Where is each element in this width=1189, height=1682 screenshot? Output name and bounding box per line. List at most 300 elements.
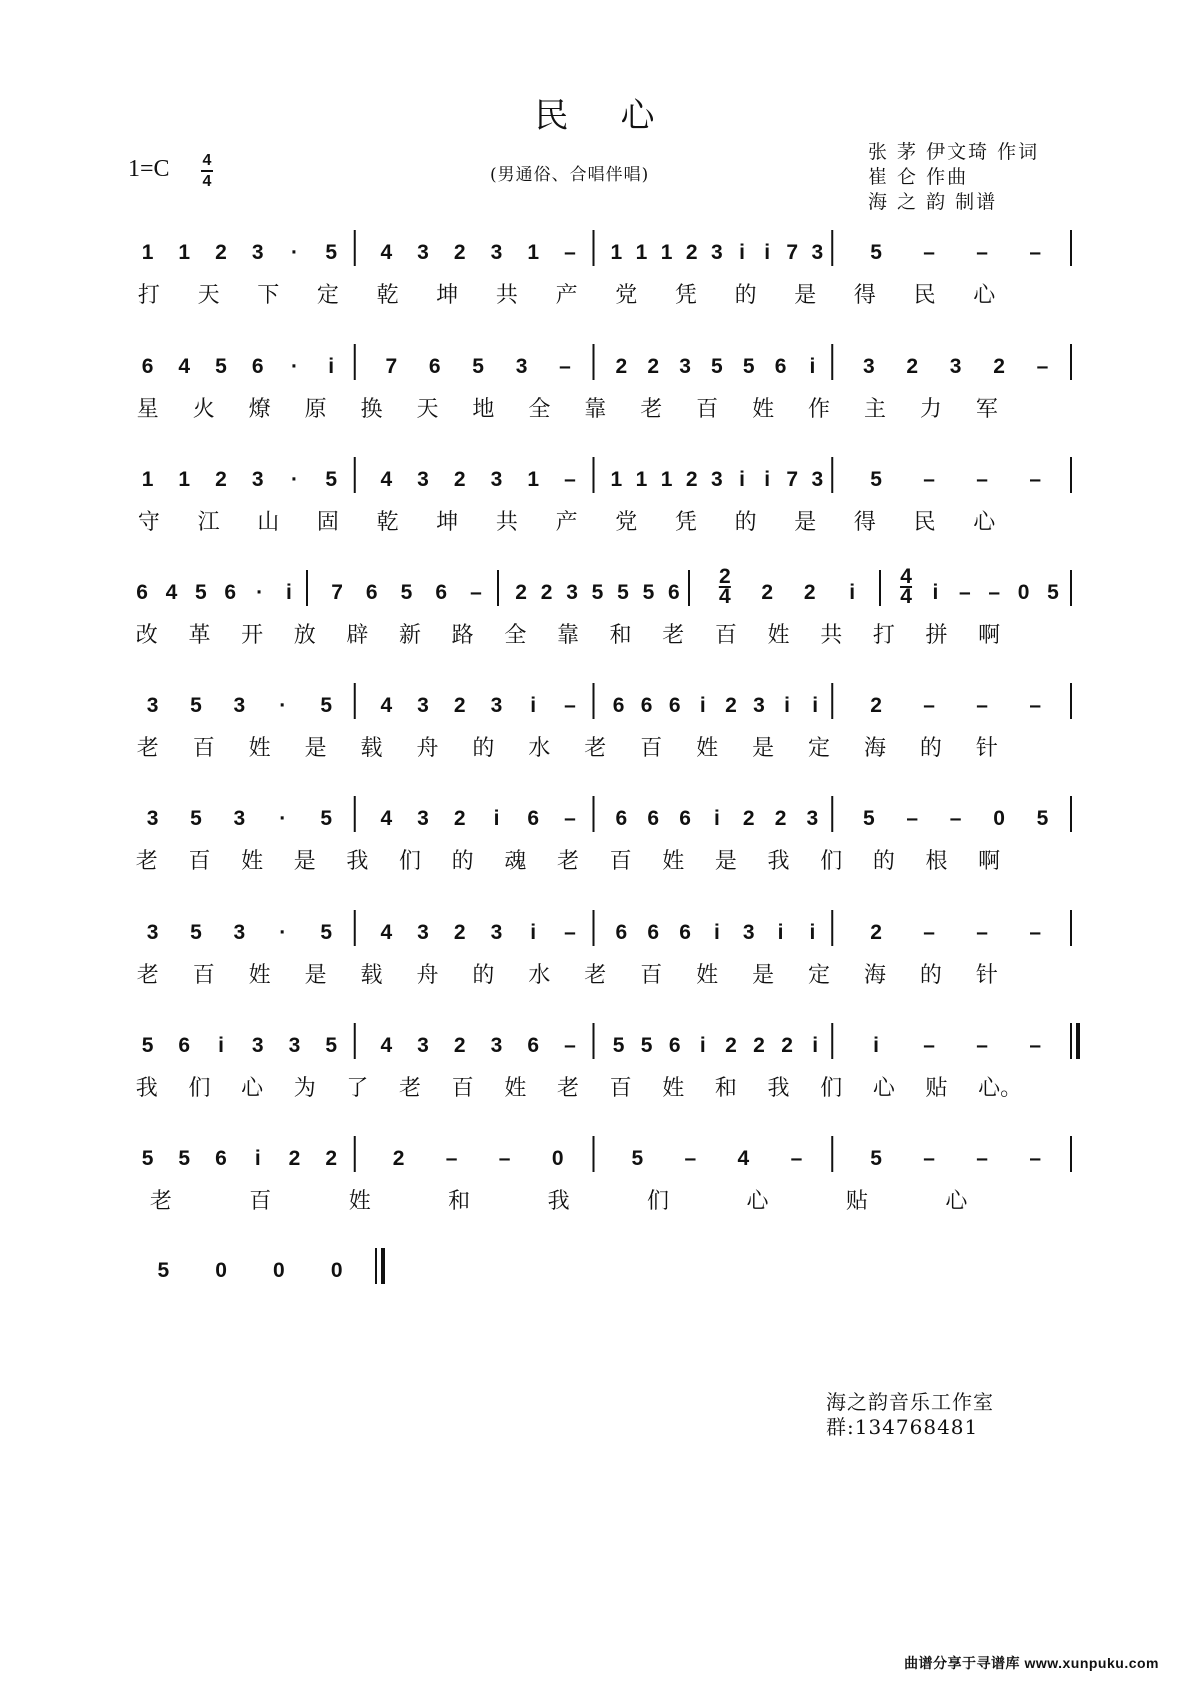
- lyric-char: 姓: [767, 623, 790, 648]
- score-note: ·: [279, 694, 287, 717]
- score-note: 7: [385, 355, 398, 378]
- inline-meter-bottom: 4: [718, 585, 731, 608]
- lyric-char: 们: [647, 1189, 670, 1214]
- lyric-char: 军: [975, 397, 998, 422]
- lyric-char: 的: [451, 849, 474, 874]
- lyric-char: 为: [293, 1076, 316, 1101]
- score-note: 2: [993, 355, 1005, 378]
- lyric-char: 改: [135, 623, 158, 648]
- score-note: 2: [453, 694, 466, 717]
- score-note: 3: [417, 807, 429, 830]
- score-note: 3: [490, 468, 503, 491]
- score-note: 6: [615, 807, 628, 830]
- score-note: i: [932, 581, 939, 604]
- lyric-char: 的: [919, 963, 942, 988]
- score-note: 5: [742, 355, 755, 378]
- score-note: 4: [178, 355, 191, 378]
- lyric-char: 载: [360, 736, 383, 761]
- lyric-char: 打: [137, 283, 160, 308]
- score-note: 0: [993, 807, 1005, 830]
- lyric-char: 载: [360, 963, 383, 988]
- score-note: 5: [141, 1147, 154, 1170]
- lyric-char: 心: [973, 510, 996, 535]
- score-note: –: [1029, 241, 1042, 264]
- score-note: ·: [279, 921, 287, 944]
- score-note: 3: [417, 241, 429, 264]
- lyric-char: 姓: [662, 1076, 685, 1101]
- score-note: 3: [566, 581, 578, 604]
- score-note: 3: [811, 241, 824, 264]
- lyric-char: 百: [714, 623, 737, 648]
- lyric-char: 百: [640, 963, 663, 988]
- lyric-char: 老: [135, 849, 158, 874]
- lyric-char: 舟: [416, 963, 439, 988]
- lyric-char: 民: [913, 283, 936, 308]
- score-note: 5: [325, 1034, 338, 1057]
- score-note: i: [328, 355, 335, 378]
- lyric-char: 乾: [376, 510, 399, 535]
- score-note: 5: [617, 581, 629, 604]
- lyric-char: 作: [808, 397, 831, 422]
- lyric-char: 山: [257, 510, 280, 535]
- score-note: 1: [527, 241, 540, 264]
- lyric-char: 百: [609, 849, 632, 874]
- page-title: 民心: [534, 96, 707, 136]
- score-note: –: [559, 355, 571, 378]
- lyric-char: 针: [975, 963, 998, 988]
- score-note: 7: [786, 468, 799, 491]
- score-note: 6: [224, 581, 237, 604]
- lyric-char: 老: [556, 849, 579, 874]
- score-note: 0: [551, 1147, 564, 1170]
- score-note: 2: [392, 1147, 405, 1170]
- lyric-char: 坤: [436, 510, 459, 535]
- score-note: –: [923, 1034, 935, 1057]
- score-note: 3: [233, 694, 246, 717]
- score-note: 0: [215, 1259, 227, 1282]
- lyric-char: 乾: [376, 283, 399, 308]
- score-note: 5: [870, 1147, 882, 1170]
- score-note: –: [684, 1147, 697, 1170]
- score-note: 6: [365, 581, 378, 604]
- score-note: i: [849, 581, 856, 604]
- score-note: 1: [610, 241, 623, 264]
- score-note: 3: [949, 355, 962, 378]
- score-note: 5: [157, 1259, 170, 1282]
- score-note: 5: [862, 807, 875, 830]
- lyric-char: 坤: [436, 283, 459, 308]
- score-note: i: [493, 807, 500, 830]
- score-note: 5: [320, 694, 333, 717]
- score-note: 5: [325, 468, 338, 491]
- lyric-char: 放: [293, 623, 316, 648]
- lyric-char: 是: [794, 283, 817, 308]
- score-note: 2: [685, 468, 698, 491]
- score-note: 3: [251, 241, 264, 264]
- score-note: 4: [380, 921, 393, 944]
- score-note: 5: [190, 921, 202, 944]
- score-note: i: [764, 241, 771, 264]
- lyric-char: 换: [360, 397, 383, 422]
- lyric-char: 的: [472, 963, 495, 988]
- score-note: 5: [194, 581, 207, 604]
- lyric-char: 党: [615, 510, 638, 535]
- score-note: i: [784, 694, 791, 717]
- score-note: 3: [490, 1034, 503, 1057]
- score-note: 6: [435, 581, 448, 604]
- score-note: i: [218, 1034, 224, 1057]
- lyric-char: 海: [863, 736, 886, 761]
- lyric-char: 新: [399, 623, 422, 648]
- score-note: 4: [380, 468, 393, 491]
- credit-arranger: 海 之 韵 制谱: [868, 191, 998, 213]
- score-note: 2: [906, 355, 919, 378]
- lyric-char: 我: [135, 1076, 158, 1101]
- score-note: 0: [330, 1259, 343, 1282]
- score-note: 2: [647, 355, 660, 378]
- score-note: 2: [325, 1147, 338, 1170]
- lyric-char: 固: [316, 510, 339, 535]
- score-note: –: [1029, 468, 1042, 491]
- score-note: i: [777, 921, 784, 944]
- score-note: ·: [290, 468, 298, 491]
- lyric-char: 是: [304, 963, 327, 988]
- lyric-char: 的: [734, 510, 757, 535]
- lyric-char: 星: [136, 397, 159, 422]
- lyric-char: 靠: [556, 623, 579, 648]
- score-note: 3: [417, 694, 429, 717]
- lyric-char: 姓: [662, 849, 685, 874]
- score-note: 5: [141, 1034, 154, 1057]
- lyric-char: 是: [304, 736, 327, 761]
- score-note: 2: [870, 921, 882, 944]
- score-note: 6: [647, 807, 660, 830]
- lyric-char: 姓: [752, 397, 775, 422]
- score-note: –: [1029, 1147, 1042, 1170]
- score-note: 2: [453, 921, 466, 944]
- lyric-char: 是: [794, 510, 817, 535]
- score-note: 7: [786, 241, 799, 264]
- lyric-char: 打: [872, 623, 895, 648]
- score-note: 6: [774, 355, 787, 378]
- score-note: –: [988, 581, 1001, 604]
- lyric-char: 下: [257, 283, 280, 308]
- score-note: –: [976, 694, 988, 717]
- score-note: 5: [1036, 807, 1049, 830]
- score-note: 5: [190, 807, 202, 830]
- lyric-char: 们: [820, 849, 843, 874]
- score-note: i: [809, 921, 816, 944]
- credit-lyricist: 张 茅 伊文琦 作词: [868, 141, 1040, 163]
- score-note: i: [699, 694, 706, 717]
- key-signature: 1=C: [128, 156, 170, 182]
- score-note: –: [906, 807, 919, 830]
- lyric-char: 老: [584, 736, 607, 761]
- score-note: 6: [668, 694, 681, 717]
- score-note: 5: [325, 241, 338, 264]
- score-note: 6: [668, 1034, 681, 1057]
- inline-meter-bottom: 4: [900, 585, 912, 608]
- score-note: 3: [679, 355, 691, 378]
- lyric-char: 我: [547, 1189, 570, 1214]
- lyric-char: 凭: [674, 510, 697, 535]
- score-note: 1: [178, 241, 191, 264]
- score-note: –: [976, 468, 988, 491]
- lyric-char: 心: [241, 1076, 264, 1101]
- lyric-char: 姓: [348, 1189, 371, 1214]
- lyric-char: 的: [872, 849, 895, 874]
- meter-bottom: 4: [202, 173, 212, 190]
- lyric-char: 水: [528, 963, 551, 988]
- score-note: –: [445, 1147, 458, 1170]
- score-note: 2: [725, 1034, 737, 1057]
- lyric-char: 水: [528, 736, 551, 761]
- lyric-char: 了: [346, 1076, 369, 1101]
- score-note: 5: [190, 694, 202, 717]
- score-note: 3: [711, 241, 723, 264]
- lyric-char: 贴: [845, 1189, 868, 1214]
- score-note: 3: [806, 807, 819, 830]
- score-note: 4: [737, 1147, 750, 1170]
- score-note: 1: [635, 241, 648, 264]
- score-note: 3: [711, 468, 723, 491]
- lyric-char: 百: [609, 1076, 632, 1101]
- score-note: –: [949, 807, 962, 830]
- score-note: 6: [527, 1034, 540, 1057]
- score-note: 4: [380, 241, 393, 264]
- score-note: 5: [320, 807, 333, 830]
- score-note: –: [1029, 1034, 1042, 1057]
- lyric-char: 得: [853, 510, 876, 535]
- score-note: 3: [490, 241, 503, 264]
- lyric-char: 凭: [674, 283, 697, 308]
- lyric-char: 得: [853, 283, 876, 308]
- score-note: i: [739, 468, 745, 491]
- lyric-char: 共: [495, 510, 518, 535]
- score-note: ·: [279, 807, 287, 830]
- score-note: 4: [380, 1034, 393, 1057]
- score-note: 7: [331, 581, 343, 604]
- score-note: 2: [685, 241, 698, 264]
- score-note: 5: [612, 1034, 625, 1057]
- lyric-char: 海: [863, 963, 886, 988]
- lyric-char: 的: [919, 736, 942, 761]
- score-note: i: [812, 694, 819, 717]
- score-note: 6: [527, 807, 540, 830]
- meter-top: 4: [202, 152, 212, 169]
- lyric-char: 天: [416, 397, 439, 422]
- score-note: –: [923, 694, 935, 717]
- lyric-char: 老: [640, 397, 663, 422]
- score-note: 6: [647, 921, 660, 944]
- score-note: –: [1029, 921, 1042, 944]
- inline-meter-top: 2: [718, 565, 731, 588]
- lyric-char: 路: [451, 623, 474, 648]
- score-note: –: [1029, 694, 1042, 717]
- score-note: 1: [660, 241, 673, 264]
- lyric-char: 民: [913, 510, 936, 535]
- score-note: i: [873, 1034, 879, 1057]
- score-note: 4: [380, 807, 393, 830]
- score-note: –: [564, 1034, 576, 1057]
- score-note: 3: [288, 1034, 301, 1057]
- lyric-char: 心。: [978, 1076, 1023, 1101]
- score-note: i: [286, 581, 292, 604]
- score-note: 2: [742, 807, 755, 830]
- lyric-char: 姓: [241, 849, 264, 874]
- score-note: 3: [753, 694, 765, 717]
- lyric-char: 姓: [248, 963, 271, 988]
- score-note: 2: [761, 581, 774, 604]
- score-note: 2: [288, 1147, 301, 1170]
- score-note: 2: [453, 807, 466, 830]
- score-note: 2: [453, 1034, 466, 1057]
- lyric-char: 是: [752, 736, 775, 761]
- lyric-char: 产: [555, 510, 578, 535]
- score-note: 5: [870, 468, 882, 491]
- lyric-char: 火: [192, 397, 215, 422]
- lyric-char: 心: [973, 283, 996, 308]
- lyric-char: 心: [945, 1189, 968, 1214]
- score-note: i: [764, 468, 771, 491]
- lyric-char: 主: [863, 397, 886, 422]
- score-note: 6: [612, 694, 625, 717]
- lyric-char: 我: [767, 1076, 790, 1101]
- score-note: 4: [380, 694, 393, 717]
- lyric-char: 拼: [925, 623, 948, 648]
- score-note: i: [812, 1034, 819, 1057]
- lyric-char: 老: [556, 1076, 579, 1101]
- lyric-char: 们: [820, 1076, 843, 1101]
- score-note: 6: [679, 921, 691, 944]
- score-note: 2: [615, 355, 628, 378]
- score-note: 3: [146, 694, 159, 717]
- score-note: 3: [742, 921, 755, 944]
- studio-group: 群:134768481: [826, 1415, 979, 1439]
- score-note: 2: [870, 694, 882, 717]
- score-note: 6: [141, 355, 154, 378]
- score-note: –: [976, 1147, 988, 1170]
- score-note: 5: [215, 355, 227, 378]
- lyric-char: 定: [808, 963, 831, 988]
- lyric-char: 啊: [978, 849, 1001, 874]
- score-note: i: [699, 1034, 706, 1057]
- score-note: –: [564, 921, 576, 944]
- lyric-char: 江: [197, 510, 220, 535]
- lyric-char: 老: [584, 963, 607, 988]
- score-note: 6: [679, 807, 691, 830]
- lyric-char: 天: [197, 283, 220, 308]
- score-note: 6: [251, 355, 264, 378]
- lyric-char: 共: [495, 283, 518, 308]
- score-note: 5: [591, 581, 604, 604]
- lyric-char: 和: [714, 1076, 737, 1101]
- lyric-char: 开: [241, 623, 264, 648]
- lyric-char: 老: [136, 736, 159, 761]
- lyric-char: 靠: [584, 397, 607, 422]
- score-note: 6: [615, 921, 628, 944]
- lyric-char: 革: [188, 623, 211, 648]
- lyric-char: 魂: [504, 849, 527, 874]
- lyric-char: 百: [188, 849, 211, 874]
- score-note: –: [958, 581, 971, 604]
- score-note: –: [923, 921, 935, 944]
- score-note: 0: [273, 1259, 285, 1282]
- score-note: 2: [774, 807, 787, 830]
- score-note: 2: [515, 581, 527, 604]
- lyric-char: 产: [555, 283, 578, 308]
- score-note: 2: [215, 468, 227, 491]
- subtitle: (男通俗、合唱伴唱): [490, 165, 650, 185]
- score-note: i: [713, 921, 720, 944]
- score-note: 3: [417, 468, 429, 491]
- score-note: 5: [178, 1147, 191, 1170]
- score-note: 6: [215, 1147, 227, 1170]
- lyric-char: 定: [316, 283, 339, 308]
- lyric-char: 姓: [696, 736, 719, 761]
- score-note: 6: [668, 581, 680, 604]
- score-note: 5: [400, 581, 413, 604]
- lyric-char: 全: [504, 623, 527, 648]
- score-note: ·: [256, 581, 264, 604]
- score-note: 1: [141, 241, 154, 264]
- lyric-char: 定: [808, 736, 831, 761]
- score-note: 5: [640, 1034, 653, 1057]
- score-note: –: [564, 468, 576, 491]
- lyric-char: 姓: [504, 1076, 527, 1101]
- score-note: 6: [640, 694, 653, 717]
- score-note: 5: [711, 355, 723, 378]
- lyric-char: 舟: [416, 736, 439, 761]
- score-note: i: [739, 241, 745, 264]
- score-note: 3: [233, 921, 246, 944]
- score-note: 1: [635, 468, 648, 491]
- score-note: 2: [753, 1034, 765, 1057]
- lyric-char: 全: [528, 397, 551, 422]
- score-note: 4: [165, 581, 178, 604]
- lyric-char: 百: [696, 397, 719, 422]
- credit-composer: 崔 仑 作曲: [868, 166, 969, 188]
- score-note: 5: [642, 581, 655, 604]
- score-note: i: [530, 921, 537, 944]
- score-note: 2: [215, 241, 227, 264]
- lyric-char: 老: [399, 1076, 422, 1101]
- lyric-char: 我: [767, 849, 790, 874]
- lyric-char: 是: [293, 849, 316, 874]
- lyric-char: 燎: [248, 397, 271, 422]
- lyric-char: 辟: [346, 623, 369, 648]
- score-note: 3: [811, 468, 824, 491]
- lyric-char: 贴: [925, 1076, 948, 1101]
- lyric-char: 百: [451, 1076, 474, 1101]
- lyric-char: 是: [752, 963, 775, 988]
- lyric-char: 老: [662, 623, 685, 648]
- score-note: 3: [515, 355, 528, 378]
- footer-watermark: 曲谱分享于寻谱库 www.xunpuku.com: [904, 1655, 1159, 1671]
- lyric-char: 心: [746, 1189, 769, 1214]
- score-note: –: [564, 241, 576, 264]
- score-note: 1: [178, 468, 191, 491]
- lyric-char: 地: [472, 397, 495, 422]
- score-note: 5: [1047, 581, 1059, 604]
- score-note: 1: [660, 468, 673, 491]
- lyric-char: 百: [249, 1189, 272, 1214]
- score-note: –: [923, 1147, 935, 1170]
- score-note: 0: [1017, 581, 1030, 604]
- score-note: 3: [862, 355, 875, 378]
- lyric-char: 共: [820, 623, 843, 648]
- lyric-char: 姓: [248, 736, 271, 761]
